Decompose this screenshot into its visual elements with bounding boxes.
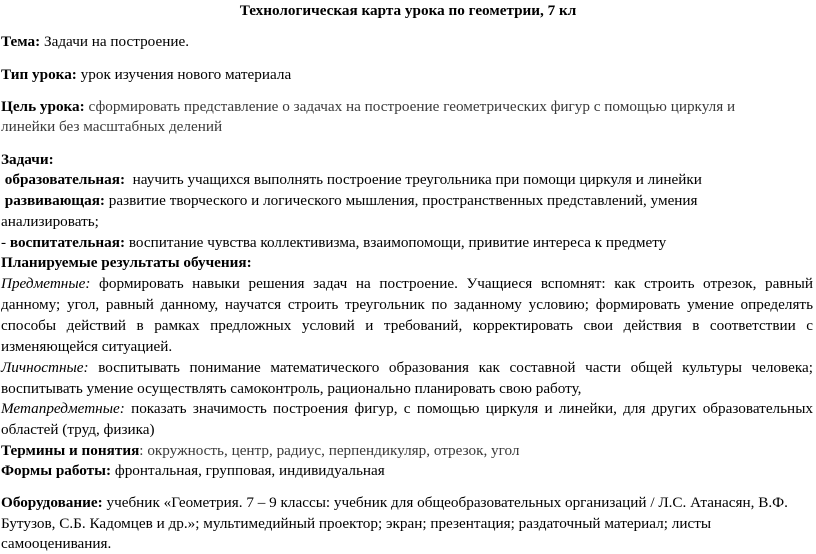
subject-results-text-1: формировать навыки решения задач на построение. Учащиеся вспомнят: как строить отрезок, равный xyxy=(99,275,814,292)
task-upbringing-value: воспитание чувства коллективизма, взаимопомощи, привитие интереса к предмету xyxy=(128,234,667,251)
task-developing-1 xyxy=(1,191,813,211)
task-developing-label: развивающая: xyxy=(4,192,105,209)
task-developing-2: анализировать; xyxy=(1,213,99,230)
meta-results-1 xyxy=(1,399,813,419)
topic-label: Тема: xyxy=(1,33,41,50)
forms-line xyxy=(1,461,813,481)
subject-results-4: изменяющейся ситуацией. xyxy=(1,338,173,355)
personal-results-label: Личностные: xyxy=(1,359,89,376)
meta-results-text-1: показать значимость построения фигур, с помощью циркуля и линейки, для других образовательных xyxy=(131,400,813,417)
task-upbringing xyxy=(1,233,813,253)
personal-results-2: воспитывать умение осуществлять самоконтроль, рационально планировать свою работу, xyxy=(1,380,582,397)
subject-results-2: данному; угол, равный данному, научатся строить треугольник по заданному условию; формировать умение определять xyxy=(1,296,813,313)
document-title: Технологическая карта урока по геометрии, 7 кл xyxy=(239,2,577,19)
subject-results-3: способы действий в рамках предложных условий и требований, корректировать свои действия в соответствии с xyxy=(1,317,813,334)
lesson-type-line xyxy=(1,65,813,85)
tasks-heading xyxy=(1,150,813,170)
goal-line-1 xyxy=(1,97,813,117)
topic-value: Задачи на построение. xyxy=(43,33,189,50)
terms-label: Термины и понятия xyxy=(1,442,140,459)
forms-value: фронтальная, групповая, индивидуальная xyxy=(114,462,385,479)
task-upbringing-dash: - xyxy=(1,234,7,251)
task-educational-value: научить учащихся выполнять построение треугольника при помощи циркуля и линейки xyxy=(132,171,702,188)
equipment-line-3: самооценивания. xyxy=(1,535,112,552)
task-developing-text-1: развитие творческого и логического мышления, пространственных представлений, умения xyxy=(108,192,698,209)
task-educational xyxy=(1,170,813,190)
equipment-label: Оборудование: xyxy=(1,494,103,511)
task-upbringing-label: воспитательная: xyxy=(9,234,126,251)
forms-label: Формы работы: xyxy=(1,462,112,479)
task-educational-label: образовательная: xyxy=(4,171,126,188)
lesson-type-value: урок изучения нового материала xyxy=(80,66,292,83)
goal-text-1: сформировать представление о задачах на построение геометрических фигур с помощью циркуля и xyxy=(88,98,736,115)
subject-results-label: Предметные: xyxy=(1,275,91,292)
equipment-line-1 xyxy=(1,493,813,513)
equipment-text-1: учебник «Геометрия. 7 – 9 классы: учебник для общеобразовательных организаций / Л.С. Атанасян, В.Ф. xyxy=(106,494,788,511)
results-heading xyxy=(1,253,813,273)
subject-results-1 xyxy=(1,274,813,294)
lesson-type-label: Тип урока: xyxy=(1,66,77,83)
terms-value: : окружность, центр, радиус, перпендикуляр, отрезок, угол xyxy=(139,442,520,459)
goal-line-2: линейки без масштабных делений xyxy=(1,118,223,135)
equipment-line-2: Бутузов, С.Б. Кадомцев и др.»; мультимедийный проектор; экран; презентация; раздаточный материал; листы xyxy=(1,515,712,532)
terms-line xyxy=(1,441,813,461)
tasks-heading-text: Задачи: xyxy=(1,151,54,168)
results-heading-text: Планируемые результаты обучения: xyxy=(1,254,252,271)
meta-results-2: областей (труд, физика) xyxy=(1,421,155,438)
goal-label: Цель урока: xyxy=(1,98,85,115)
personal-results-text-1: воспитывать понимание математического образования как составной части общей культуры человека; xyxy=(98,359,813,376)
personal-results-1 xyxy=(1,358,813,378)
meta-results-label: Метапредметные: xyxy=(1,400,125,417)
topic-line xyxy=(1,32,813,52)
